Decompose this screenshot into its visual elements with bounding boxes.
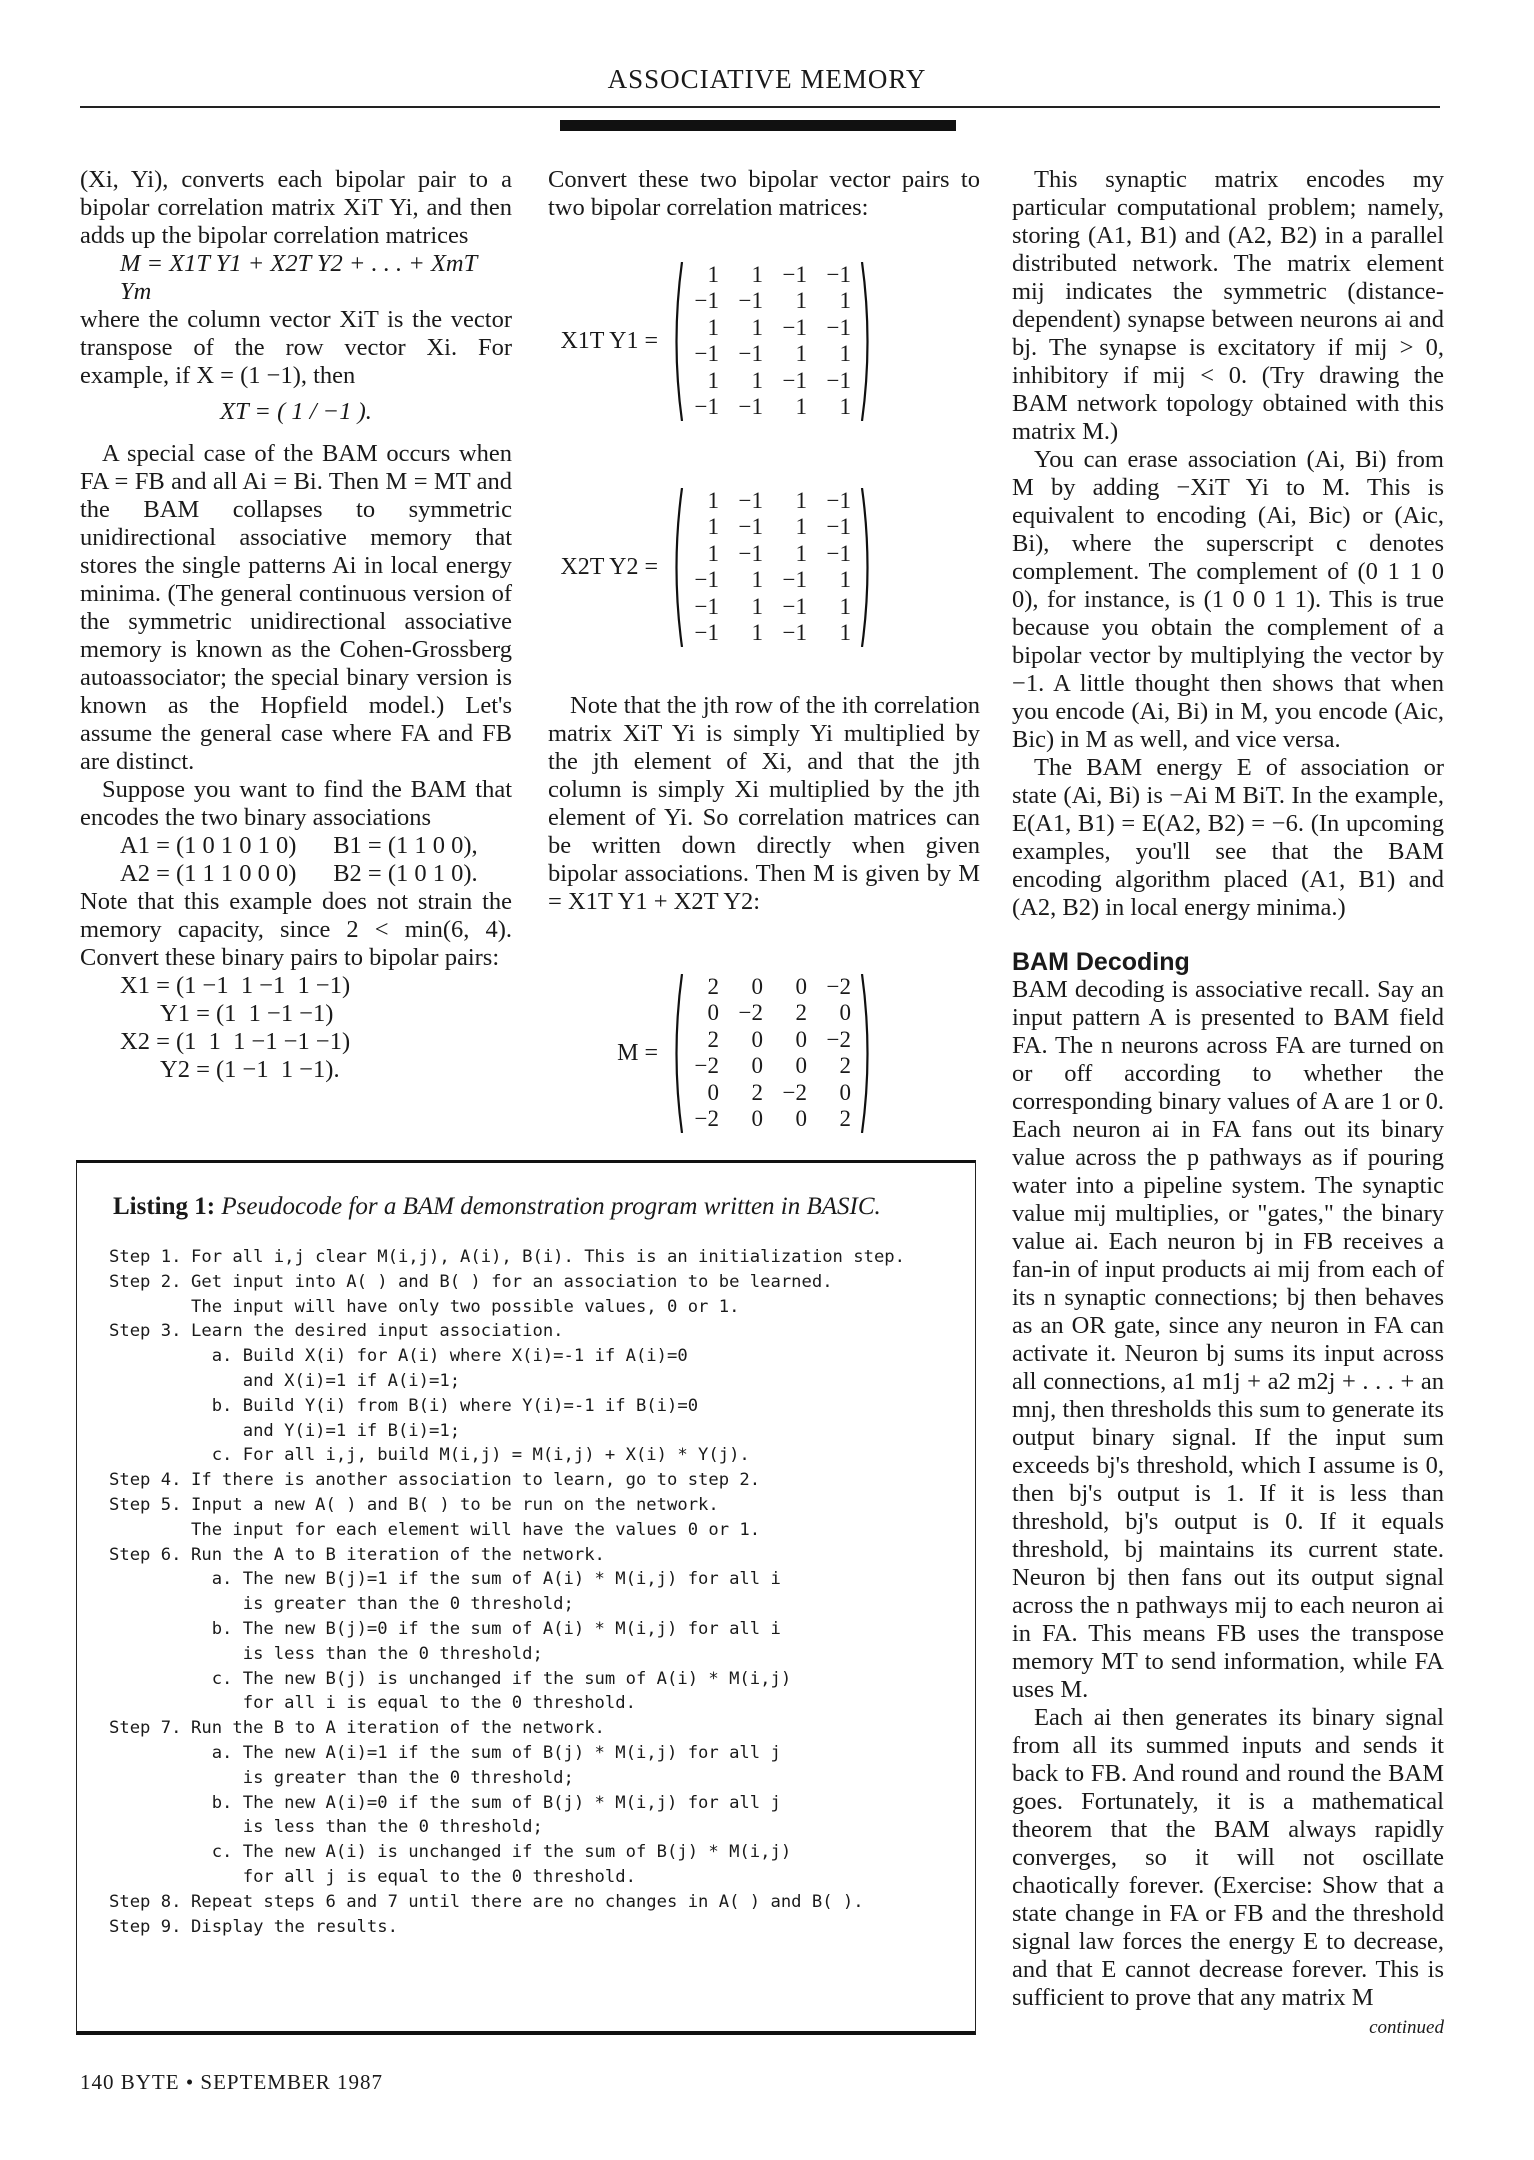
matrix-cell: 1: [795, 288, 807, 313]
matrix-cell: −2: [826, 973, 851, 999]
left-paren-icon: [670, 974, 684, 1133]
matrix-body: [670, 488, 874, 647]
matrix-cell: 1: [795, 487, 807, 513]
matrix-row: [684, 514, 860, 541]
step-label: [109, 1344, 191, 1369]
step-label: [109, 1840, 191, 1865]
step-text: Run the B to A iteration of the network.: [191, 1718, 605, 1739]
matrix-x1y1: [548, 252, 980, 430]
matrix-cell: 0: [795, 973, 807, 999]
paragraph: Note that this example does not strain the memory capacity, since 2 < min(6, 4). Convert these binary pairs to bipolar pairs:: [80, 888, 512, 971]
matrix-row: [684, 315, 860, 342]
matrix-cell: 2: [795, 1000, 807, 1025]
matrix-cell: −1: [738, 487, 763, 513]
listing-line: [109, 1890, 955, 1915]
step-label: [109, 1443, 191, 1468]
matrix-cell: 2: [839, 1053, 851, 1078]
step-label: [109, 1592, 191, 1617]
listing-line: [109, 1667, 955, 1692]
matrix-cell: −1: [738, 341, 763, 366]
listing-line: [109, 1865, 955, 1890]
paragraph: (Xi, Yi), converts each bipolar pair to a bipolar correlation matrix XiT Yi, and then adds up the bipolar correlation matrices: [80, 166, 512, 249]
step-label: [109, 1617, 191, 1642]
matrix-cell: 2: [707, 1026, 719, 1052]
formula: Y1 = (1 1 −1 −1): [160, 1000, 334, 1027]
matrix-cell: 0: [751, 1053, 763, 1078]
matrix-cell: −1: [694, 288, 719, 313]
matrix-cell: 1: [707, 487, 719, 513]
listing-line: [109, 1741, 955, 1766]
listing-caption: Pseudocode for a BAM demonstration program written in BASIC.: [221, 1193, 881, 1220]
listing-line: [109, 1344, 955, 1369]
paragraph: This synaptic matrix encodes my particular computational problem; namely, storing (A1, B1) and (A2, B2) in a parallel distributed network. The matrix element mij indicates the symmetric (distance-dependent) synapse between neurons ai and bj. The synapse is excitatory if mij > 0, inhibitory if mij < 0. (Try drawing the BAM network topology obtained with this matrix M.): [1012, 166, 1444, 445]
listing-label: Listing 1:: [113, 1193, 216, 1220]
listing-line: [109, 1791, 955, 1816]
matrix-row: [684, 1000, 860, 1027]
step-text: c. For all i,j, build M(i,j) = M(i,j) + X(i) * Y(j).: [191, 1445, 750, 1466]
step-label: [109, 1369, 191, 1394]
listing-line: [109, 1543, 955, 1568]
matrix-label: M =: [617, 1040, 658, 1066]
step-text: a. Build X(i) for A(i) where X(i)=-1 if A(i)=0: [191, 1346, 688, 1367]
step-label: Step 4.: [109, 1470, 182, 1491]
continued-label: continued: [1369, 2017, 1444, 2038]
matrix-body: [670, 262, 874, 421]
matrix-label: X2T Y2 =: [560, 554, 658, 580]
matrix-cell: −1: [826, 540, 851, 566]
paragraph: Each ai then generates its binary signal from all its summed inputs and sends it back to FB. And round and round the BAM goes. Fortunately, it is a mathematical theorem that the BAM always rapidly converges, so it will not oscillate chaotically forever. (Exercise: Show that a state change in FA or FB and the threshold signal law forces the energy E to decrease, and that E cannot decrease forever. This is sufficient to prove that any matrix M: [1012, 1704, 1444, 2011]
matrix-cell: 0: [795, 1026, 807, 1052]
matrix-cell: −1: [738, 540, 763, 566]
step-text: for all j is equal to the 0 threshold.: [191, 1866, 636, 1887]
matrix-cell: −2: [738, 1000, 763, 1025]
step-label: [109, 1667, 191, 1692]
matrix-cell: −1: [826, 261, 851, 287]
listing-line: [109, 1915, 955, 1940]
step-label: [109, 1691, 191, 1716]
matrix-row: [684, 974, 860, 1001]
listing-line: [109, 1592, 955, 1617]
step-label: Step 2.: [109, 1271, 182, 1292]
step-text: Get input into A( ) and B( ) for an association to be learned.: [191, 1271, 833, 1292]
step-label: [109, 1766, 191, 1791]
step-text: If there is another association to learn, go to step 2.: [191, 1470, 761, 1491]
matrix-cell: 2: [707, 973, 719, 999]
step-text: The input will have only two possible values, 0 or 1.: [191, 1296, 740, 1317]
listing-line: [109, 1815, 955, 1840]
formula: Y2 = (1 −1 1 −1).: [160, 1056, 340, 1083]
matrix-cell: −2: [826, 1026, 851, 1052]
matrix-body: [670, 974, 874, 1133]
step-label: [109, 1419, 191, 1444]
step-text: c. The new B(j) is unchanged if the sum of A(i) * M(i,j): [191, 1668, 792, 1689]
matrix-cell: −1: [694, 341, 719, 366]
step-label: Step 5.: [109, 1494, 182, 1515]
matrix-cell: 1: [795, 514, 807, 539]
matrix-cell: 1: [839, 567, 851, 592]
matrix-cell: −1: [782, 261, 807, 287]
matrix-cell: 1: [795, 394, 807, 419]
listing-line: [109, 1567, 955, 1592]
step-label: [109, 1295, 191, 1320]
matrix-row: [684, 288, 860, 315]
right-paren-icon: [860, 974, 874, 1133]
listing-line: [109, 1691, 955, 1716]
listing-line: [109, 1518, 955, 1543]
listing-line: [109, 1419, 955, 1444]
listing-line: [109, 1642, 955, 1667]
matrix-row: [684, 1027, 860, 1054]
matrix-cell: 0: [707, 1000, 719, 1025]
formula: M = X1T Y1 + X2T Y2 + . . . + XmT Ym: [120, 250, 477, 305]
matrix-row: [684, 594, 860, 621]
matrix-cell: −1: [826, 487, 851, 513]
matrix-cell: 1: [751, 567, 763, 592]
paragraph: Suppose you want to find the BAM that encodes the two binary associations: [80, 776, 512, 831]
step-text: and Y(i)=1 if B(i)=1;: [191, 1420, 461, 1441]
step-text: and X(i)=1 if A(i)=1;: [191, 1370, 461, 1391]
matrix-cell: 1: [839, 341, 851, 366]
matrix-cell: 0: [751, 1106, 763, 1131]
matrix-row: [684, 541, 860, 568]
listing-line: [109, 1493, 955, 1518]
matrix-cell: 1: [751, 314, 763, 340]
matrix-row: [684, 620, 860, 647]
step-label: Step 6.: [109, 1544, 182, 1565]
step-text: Repeat steps 6 and 7 until there are no changes in A( ) and B( ).: [191, 1891, 864, 1912]
header-bar: [560, 120, 956, 131]
matrix-row: [684, 1106, 860, 1133]
listing-line: [109, 1716, 955, 1741]
step-text: b. Build Y(i) from B(i) where Y(i)=-1 if B(i)=0: [191, 1395, 699, 1416]
matrix-cell: −1: [694, 620, 719, 645]
matrix-cell: −1: [738, 288, 763, 313]
step-label: [109, 1865, 191, 1890]
step-label: Step 9.: [109, 1916, 182, 1937]
matrix-row: [684, 567, 860, 594]
matrix-cell: 1: [751, 261, 763, 287]
matrix-cell: 1: [751, 367, 763, 393]
paragraph: You can erase association (Ai, Bi) from M by adding −XiT Yi to M. This is equivalent to encoding (Ai, Bic) or (Aic, Bi), where the superscript c denotes complement. The complement of (0 1 1 0 0), for instance, is (1 0 0 1 1). This is true because you obtain the complement of a bipolar vector by multiplying the vector by −1. A little thought then shows that when you encode (Ai, Bi) in M, you encode (Aic, Bic) in M as well, and vice versa.: [1012, 446, 1444, 753]
matrix-cell: 1: [839, 288, 851, 313]
step-text: b. The new B(j)=0 if the sum of A(i) * M(i,j) for all i: [191, 1618, 781, 1639]
formula: X1 = (1 −1 1 −1 1 −1): [120, 972, 351, 999]
right-paren-icon: [860, 488, 874, 647]
paragraph: Convert these two bipolar vector pairs to two bipolar correlation matrices:: [548, 166, 980, 221]
section-heading: BAM Decoding: [1012, 948, 1190, 976]
page-footer: 140 BYTE • SEPTEMBER 1987: [80, 2070, 384, 2094]
matrix-cell: 1: [795, 341, 807, 366]
matrix-label: X1T Y1 =: [560, 328, 658, 354]
matrix-cell: −2: [694, 1106, 719, 1131]
matrix-cell: −1: [694, 394, 719, 419]
paragraph: Note that the jth row of the ith correlation matrix XiT Yi is simply Yi multiplied by the jth element of Xi, and that the jth column is simply Xi multiplied by the jth element of Yi. So correlation matrices can be written down directly when given bipolar associations. Then M is given by M = X1T Y1 + X2T Y2:: [548, 692, 980, 915]
listing-line: [109, 1270, 955, 1295]
step-label: Step 8.: [109, 1891, 182, 1912]
matrix-cell: −1: [826, 314, 851, 340]
matrix-cell: 1: [707, 261, 719, 287]
matrix-row: [684, 394, 860, 421]
matrix-table: [684, 488, 860, 647]
matrix-table: [684, 262, 860, 421]
matrix-cell: 0: [795, 1106, 807, 1131]
matrix-cell: −1: [782, 567, 807, 592]
matrix-cell: 0: [751, 1026, 763, 1052]
left-paren-icon: [670, 488, 684, 647]
listing-line: [109, 1245, 955, 1270]
matrix-cell: 2: [839, 1106, 851, 1131]
listing-line: [109, 1394, 955, 1419]
listing-line: [109, 1319, 955, 1344]
header-rule: [80, 106, 1440, 108]
formula: XT = ( 1 / −1 ).: [220, 398, 372, 425]
step-text: Run the A to B iteration of the network.: [191, 1544, 605, 1565]
step-text: a. The new B(j)=1 if the sum of A(i) * M(i,j) for all i: [191, 1569, 781, 1590]
step-text: For all i,j clear M(i,j), A(i), B(i). This is an initialization step.: [191, 1247, 905, 1267]
matrix-cell: −1: [738, 394, 763, 419]
step-text: Input a new A( ) and B( ) to be run on the network.: [191, 1494, 719, 1515]
matrix-cell: 1: [839, 394, 851, 419]
step-text: is greater than the 0 threshold;: [191, 1594, 574, 1615]
matrix-cell: −2: [694, 1053, 719, 1078]
listing-steps: [109, 1245, 955, 1939]
step-label: Step 1.: [109, 1247, 182, 1267]
matrix-cell: 1: [795, 540, 807, 566]
matrix-row: [684, 262, 860, 289]
column-1: [80, 166, 512, 1084]
matrix-cell: 0: [795, 1053, 807, 1078]
matrix-x2y2: [548, 478, 980, 656]
matrix-cell: 2: [751, 1079, 763, 1105]
matrix-cell: 1: [751, 593, 763, 619]
matrix-cell: −1: [782, 620, 807, 645]
step-label: [109, 1518, 191, 1543]
formula: X2 = (1 1 1 −1 −1 −1): [120, 1028, 351, 1055]
step-text: for all i is equal to the 0 threshold.: [191, 1693, 636, 1714]
step-label: [109, 1741, 191, 1766]
step-label: Step 7.: [109, 1718, 182, 1739]
formula: A2 = (1 1 1 0 0 0) B2 = (1 0 1 0).: [120, 860, 478, 887]
step-label: [109, 1642, 191, 1667]
paragraph: where the column vector XiT is the vector transpose of the row vector Xi. For example, if X = (1 −1), then: [80, 306, 512, 389]
step-label: [109, 1815, 191, 1840]
step-text: is greater than the 0 threshold;: [191, 1767, 574, 1788]
listing-box: [76, 1160, 976, 2035]
step-text: The input for each element will have the values 0 or 1.: [191, 1519, 761, 1540]
step-text: Display the results.: [191, 1916, 398, 1937]
matrix-cell: −1: [826, 514, 851, 539]
step-label: [109, 1791, 191, 1816]
step-text: Learn the desired input association.: [191, 1321, 564, 1342]
formula: A1 = (1 0 1 0 1 0) B1 = (1 1 0 0),: [120, 832, 478, 859]
listing-title: [113, 1193, 881, 1221]
matrix-cell: 1: [707, 314, 719, 340]
matrix-cell: 0: [839, 1000, 851, 1025]
matrix-cell: 0: [839, 1079, 851, 1105]
matrix-row: [684, 488, 860, 515]
listing-line: [109, 1369, 955, 1394]
matrix-cell: 1: [707, 367, 719, 393]
step-text: is less than the 0 threshold;: [191, 1817, 543, 1838]
matrix-row: [684, 1080, 860, 1107]
step-label: [109, 1567, 191, 1592]
paragraph: A special case of the BAM occurs when FA = FB and all Ai = Bi. Then M = MT and the BAM collapses to symmetric unidirectional associative memory that stores the single patterns Ai in local energy minima. (The general continuous version of the symmetric unidirectional associative memory is known as the Cohen-Grossberg autoassociator; the special binary version is known as the Hopfield model.) Let's assume the general case where FA and FB are distinct.: [80, 440, 512, 775]
matrix-cell: 1: [707, 514, 719, 539]
right-paren-icon: [860, 262, 874, 421]
step-label: Step 3.: [109, 1321, 182, 1342]
matrix-cell: −1: [694, 567, 719, 592]
left-paren-icon: [670, 262, 684, 421]
matrix-cell: 1: [707, 540, 719, 566]
matrix-cell: −1: [826, 367, 851, 393]
step-text: a. The new A(i)=1 if the sum of B(j) * M(i,j) for all j: [191, 1742, 781, 1763]
matrix-cell: −1: [694, 593, 719, 619]
step-text: c. The new A(i) is unchanged if the sum of B(j) * M(i,j): [191, 1842, 792, 1863]
paragraph: BAM decoding is associative recall. Say an input pattern A is presented to BAM field FA. The n neurons across FA are turned on or off according to whether the corresponding binary values of A are 1 or 0. Each neuron ai in FA fans out its binary value across the p pathways as if pouring water into a pipeline system. The synaptic value mij multiplies, or "gates," the binary value ai. Each neuron bj in FB receives a fan-in of input products ai mij from each of its n synaptic connections; bj then behaves as an OR gate, since any neuron in FA can activate it. Neuron bj sums its input across all connections, a1 m1j + a2 m2j + . . . + an mnj, then thresholds this sum to generate its output binary signal. If the input sum exceeds bj's threshold, which I assume is 0, then bj's output is 1. If it is less than threshold, bj's output is 0. If it equals threshold, bj maintains its current state. Neuron bj then fans out its output signal across the n pathways mij to each neuron ai in FA. This means FB uses the transpose memory MT to send information, while FA uses M.: [1012, 976, 1444, 1703]
step-text: is less than the 0 threshold;: [191, 1643, 543, 1664]
listing-line: [109, 1295, 955, 1320]
listing-line: [109, 1840, 955, 1865]
matrix-cell: 1: [839, 593, 851, 619]
step-label: [109, 1394, 191, 1419]
step-text: b. The new A(i)=0 if the sum of B(j) * M(i,j) for all j: [191, 1792, 781, 1813]
listing-line: [109, 1443, 955, 1468]
matrix-cell: −1: [782, 314, 807, 340]
paragraph: The BAM energy E of association or state (Ai, Bi) is −Ai M BiT. In the example, E(A1, B1) = E(A2, B2) = −6. (In upcoming examples, you'll see that the BAM encoding algorithm placed (A1, B1) and (A2, B2) in local energy minima.): [1012, 754, 1444, 921]
column-3: [1012, 166, 1444, 2042]
listing-line: [109, 1766, 955, 1791]
matrix-cell: 0: [707, 1079, 719, 1105]
matrix-row: [684, 341, 860, 368]
matrix-cell: −1: [738, 514, 763, 539]
column-2: [548, 166, 980, 1164]
matrix-cell: 1: [751, 620, 763, 645]
running-header: ASSOCIATIVE MEMORY: [607, 64, 927, 94]
matrix-row: [684, 1053, 860, 1080]
matrix-table: [684, 974, 860, 1133]
matrix-cell: 0: [751, 973, 763, 999]
matrix-cell: −1: [782, 593, 807, 619]
matrix-m: [548, 964, 980, 1142]
matrix-cell: −2: [782, 1079, 807, 1105]
listing-line: [109, 1468, 955, 1493]
matrix-cell: −1: [782, 367, 807, 393]
matrix-cell: 1: [839, 620, 851, 645]
matrix-row: [684, 368, 860, 395]
listing-line: [109, 1617, 955, 1642]
